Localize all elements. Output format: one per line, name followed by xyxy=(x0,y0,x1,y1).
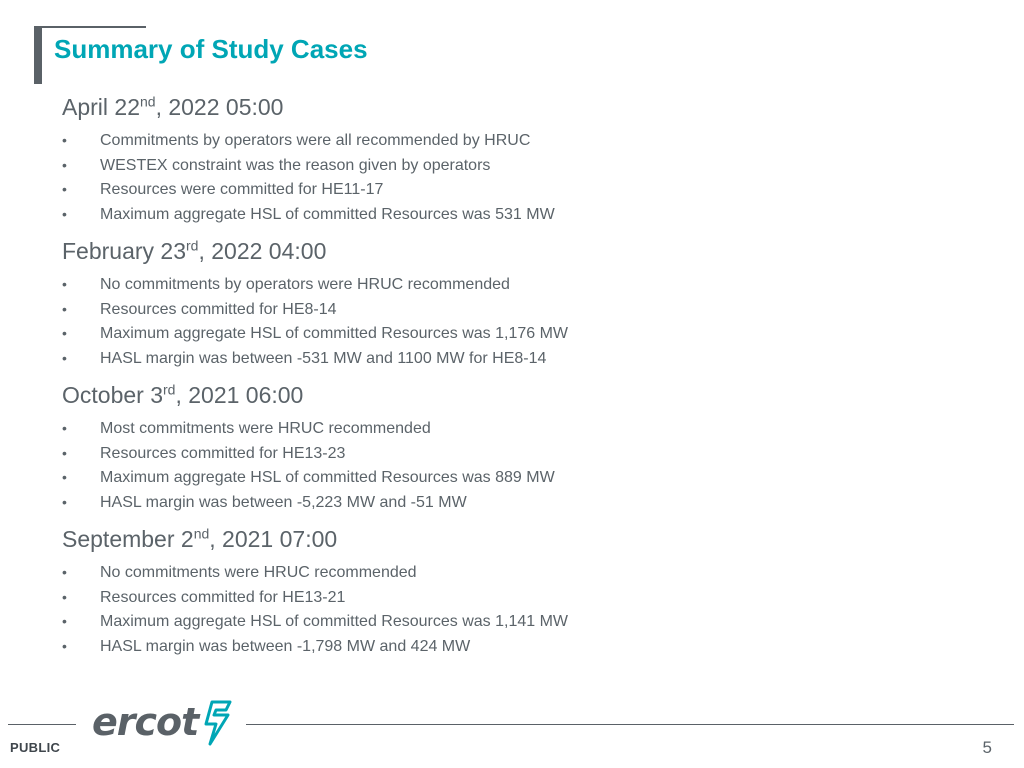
title-accent-bar xyxy=(34,26,42,84)
case-heading: September 2nd, 2021 07:00 xyxy=(62,525,338,552)
bullet-item: • Resources committed for HE8-14 xyxy=(62,297,942,322)
bullet-item: • Resources were committed for HE11-17 xyxy=(62,177,942,202)
bullet-item: • Commitments by operators were all recommended by HRUC xyxy=(62,128,942,153)
logo-wordmark: ercot xyxy=(92,700,199,744)
bullet-item: • Maximum aggregate HSL of committed Resources was 889 MW xyxy=(62,465,942,490)
lightning-bolt-icon xyxy=(202,698,232,746)
classification-label: PUBLIC xyxy=(10,740,61,755)
case-heading: February 23rd, 2022 04:00 xyxy=(62,237,327,264)
study-case xyxy=(62,92,942,226)
bullet-dot-icon: • xyxy=(62,613,67,629)
bullet-item: • No commitments were HRUC recommended xyxy=(62,560,942,585)
study-case xyxy=(62,524,942,658)
ercot-logo xyxy=(92,698,232,746)
bullet-dot-icon: • xyxy=(62,156,67,173)
bullet-item: • No commitments by operators were HRUC recommended xyxy=(62,272,942,297)
bullet-dot-icon: • xyxy=(62,420,67,436)
bullet-item: • HASL margin was between -5,223 MW and -51 MW xyxy=(62,490,942,515)
bullet-dot-icon: • xyxy=(62,493,67,510)
bullet-item: • HASL margin was between -1,798 MW and 424 MW xyxy=(62,634,942,659)
bullet-item: • HASL margin was between -531 MW and 1100 MW for HE8-14 xyxy=(62,346,942,371)
case-heading: October 3rd, 2021 06:00 xyxy=(62,381,304,408)
bullet-dot-icon: • xyxy=(62,276,67,292)
study-cases-list xyxy=(62,92,942,668)
slide-title: Summary of Study Cases xyxy=(54,34,368,64)
bullet-item: • Resources committed for HE13-23 xyxy=(62,441,942,466)
page-number: 5 xyxy=(982,738,992,757)
bullet-dot-icon: • xyxy=(62,325,67,341)
bullet-dot-icon: • xyxy=(62,564,67,580)
bullet-dot-icon: • xyxy=(62,132,67,148)
bullet-item: • Most commitments were HRUC recommended xyxy=(62,416,942,441)
case-heading: April 22nd, 2022 05:00 xyxy=(62,93,284,120)
study-case xyxy=(62,380,942,514)
bullet-dot-icon: • xyxy=(62,205,67,222)
bullet-item: • Maximum aggregate HSL of committed Resources was 1,141 MW xyxy=(62,609,942,634)
study-case xyxy=(62,236,942,370)
case-bullet-list xyxy=(62,272,942,370)
bullet-dot-icon: • xyxy=(62,300,67,317)
bullet-dot-icon: • xyxy=(62,588,67,605)
bullet-item: • Maximum aggregate HSL of committed Resources was 1,176 MW xyxy=(62,321,942,346)
bullet-item: • Resources committed for HE13-21 xyxy=(62,585,942,610)
case-bullet-list xyxy=(62,560,942,658)
footer-divider-right xyxy=(246,724,1014,725)
footer-divider-left xyxy=(8,724,76,725)
bullet-dot-icon: • xyxy=(62,349,67,366)
bullet-dot-icon: • xyxy=(62,444,67,461)
title-accent-line xyxy=(34,26,146,28)
case-bullet-list xyxy=(62,416,942,514)
bullet-dot-icon: • xyxy=(62,469,67,485)
bullet-dot-icon: • xyxy=(62,181,67,197)
bullet-item: • WESTEX constraint was the reason given by operators xyxy=(62,153,942,178)
bullet-dot-icon: • xyxy=(62,637,67,654)
case-bullet-list xyxy=(62,128,942,226)
bullet-item: • Maximum aggregate HSL of committed Resources was 531 MW xyxy=(62,202,942,227)
